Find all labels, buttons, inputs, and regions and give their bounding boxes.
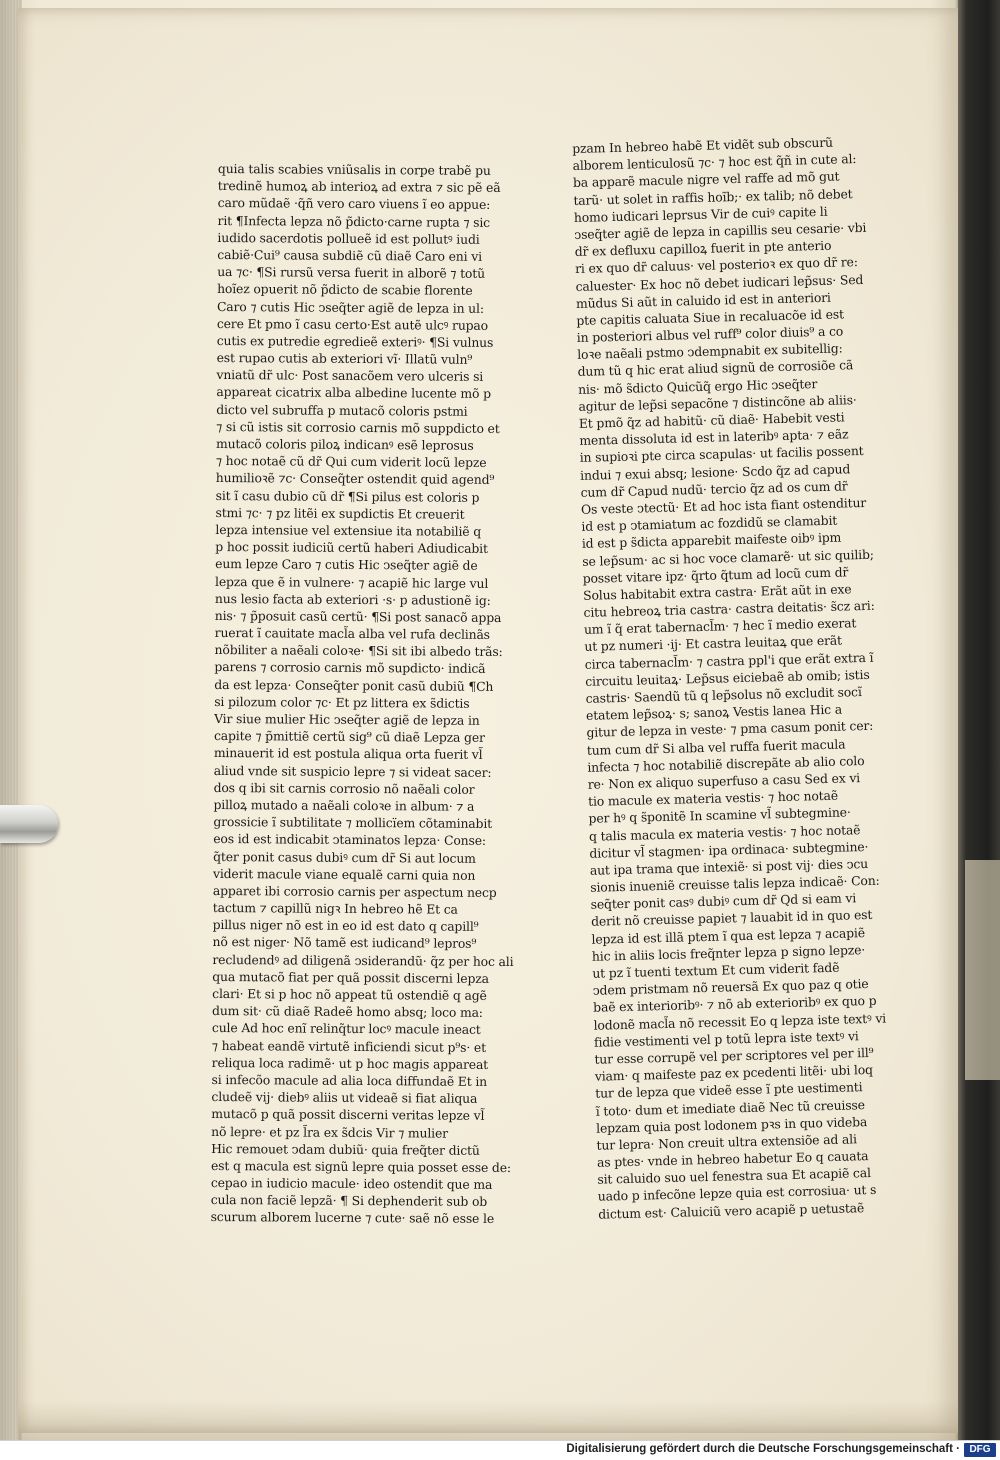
right-column-line: pzam In hebreo habẽ Et vidẽt sub obscurũ [572, 134, 834, 156]
right-column-line: tur esse corrupẽ vel per scriptores vel per ill⁹ [594, 1044, 874, 1067]
page-clip [0, 805, 58, 843]
left-column-line: clari· Et si p hoc nõ appeat tũ ostendiẽ q agẽ [212, 985, 487, 1003]
left-column-line: eum lepze Caro ⁊ cutis Hic ↄseq̃ter agiẽ de [215, 556, 478, 574]
right-column-line: posset vitare ipz· q̃rto q̃tum ad locũ cum dr̃ [582, 564, 849, 586]
right-column-line: aut ipa trama que intexiẽ· si post vij· dies ↄcu [589, 855, 869, 878]
right-column-line: citu hebreoꝝ tria castra· castra deitatis· s̃cz ari: [583, 597, 875, 620]
right-column-line: indui ⁊ exui absq; lesione· Scdo q̃z ad capud [580, 460, 851, 483]
right-column-line: etatem lep̃soꝝ· s; sanoꝝ Vestis lanea Hic a [585, 701, 843, 724]
right-column-line: circa tabernacl̃m· ⁊ castra ppl'i que erãt extra ĩ [584, 649, 874, 672]
left-column-line: viderit macule viane equalẽ carni quia non [212, 865, 476, 883]
left-column-line: ruerat ĩ cauitate macl̃a alba vel rufa declinãs [214, 625, 490, 642]
right-column-line: loꝛe naẽali pstmo ↄdempnabit ex subitellig: [577, 340, 843, 363]
left-column-line: pilloꝝ mutado a naẽali coloꝛe in album· ⁊ a [213, 796, 475, 814]
left-column-line: Caro ⁊ cutis Hic ↄseq̃ter agiẽ de lepza in ul: [216, 298, 484, 316]
right-column-line: id est p ↄtamiatum ac fozdidũ se clamabit [581, 512, 838, 535]
right-column-line: homo iudicari leprsus Vir de cuiꝰ capite li [573, 203, 828, 225]
left-column-line: nõ est niger· Nõ tamẽ est iudicand⁹ lepros⁹ [212, 934, 477, 952]
right-column-line: fidie vestimenti vel p totũ lepra iste textꝰ vi [593, 1028, 859, 1050]
left-column-line: nõbiliter a naẽali coloꝛe· ¶Si sit ibi albedo trãs: [214, 642, 503, 660]
left-column-line: dum sit· cũ diaẽ Radeẽ homo absq; loco ma: [212, 1003, 483, 1021]
right-column-line: ↄseq̃ter agiẽ de lepza in capillis seu cesarie· vbi [574, 219, 867, 242]
left-column-line: ⁊ habeat eandẽ virtutẽ inficiendi sicut p⁹s· et [211, 1037, 487, 1055]
right-column-line: derit nõ creuisse papiet ⁊ lauabit id in quo est [590, 907, 873, 930]
left-column-line: mutacõ coloris piloꝝ indicanꝰ esẽ leprosus [215, 435, 474, 453]
left-column-line: scurum alborem lucerne ⁊ cute· saẽ nõ esse le [210, 1209, 495, 1227]
right-column-line: circuitu leuitaꝝ· Lep̃sus eiciebaẽ ab omib; istis [585, 666, 870, 689]
right-column-line: castris· Saendũ tũ q lep̃solus nõ excludit socĩ [585, 684, 862, 706]
left-column-line: est q macula est signũ lepre quia posset esse de: [210, 1157, 512, 1175]
right-column-line: ĩ toto· dum et imediate diaẽ Nec tũ creuisse [595, 1096, 866, 1119]
right-column-line: in posteriori albus vel ruff⁹ color diuis⁹ a co [576, 323, 844, 346]
right-column-line: cum dr̃ Capud nudũ· tercio q̃z ad os cum dr̃ [580, 478, 848, 500]
left-column-line: si pilozum color ⁊c· Et pz littera ex s̃dictis [214, 693, 470, 711]
left-column-line: lepza intensiue vel extensiue ita notabiliẽ q [215, 521, 482, 539]
right-column-line: dictum est· Caluiciũ vero acapiẽ p uetustaẽ [598, 1199, 865, 1222]
right-column-line: tio macule ex materia vestis· ⁊ hoc notaẽ [587, 787, 839, 809]
right-column-line: infecta ⁊ hoc notabiliẽ discrepãte ab alio colo [587, 752, 865, 775]
right-column-line: um ĩ q̃ erat tabernacl̃m· ⁊ hec ĩ medio exerat [583, 615, 857, 638]
left-column-line: sit ĩ casu dubio cũ dr̃ ¶Si pilus est coloris p [215, 487, 480, 505]
left-column-line: dos q ibi sit carnis corrosio nõ naẽali color [213, 779, 475, 797]
right-column-line: q talis macula ex materia vestis· ⁊ hoc notaẽ [588, 821, 861, 844]
left-column-line: ⁊ hoc notaẽ cũ dr̃ Qui cum viderit locũ lepze [215, 453, 487, 471]
right-column-line: seq̃ter ponit casꝰ dubiꝰ cum dr̃ Qd si eam vi [590, 890, 857, 913]
right-column-line: tur de lepza que videẽ esse ĩ pte uestimenti [595, 1079, 863, 1102]
left-column-line: cere Et pmo ĩ casu certo·Est autẽ ulcꝰ rupao [216, 315, 489, 333]
right-column-line: tarũ· ut solet in raffis hoĩb;· ex talib; nõ debet [573, 185, 853, 208]
right-column-line: as ptes· vnde in hebreo habetur Eo q cauata [596, 1148, 869, 1170]
right-column-line: viam· q maifeste paz ex pcedenti litẽi· ubi loq [594, 1062, 874, 1084]
left-column-line: grossicie ĩ subtilitate ⁊ mollicïem cõtaminabit [213, 814, 493, 832]
left-column-line: ⁊ si cũ istis sit corrosio carnis mõ suppdicto et [216, 418, 500, 436]
page-shadow [18, 1400, 958, 1440]
right-column-line: in supioꝛi pte circa scapulas· ut facilis possent [579, 443, 864, 466]
right-column-line: pte capitis caluata Siue in recaluacõe id est [576, 306, 845, 328]
footer-bar [0, 1440, 1000, 1460]
left-column-line: hoĩez opuerit nõ p̃dicto de scabie florente [217, 281, 473, 299]
left-column-line: iudido sacerdotis pollueẽ id est pollutꝰ iudi [217, 229, 480, 247]
right-column-line: mũdus Si aũt in caluido id est in anteriori [575, 289, 831, 311]
left-column-line: cutis ex putredie egredieẽ exteriꝰ· ¶Si vulnus [216, 332, 494, 350]
right-column-line: ↄdem pristmam nõ reuersã Ex quo paz q otie [592, 976, 869, 998]
text-column-right [572, 132, 933, 1223]
right-column-line: ri ex quo dr̃ caluus· vel posterioꝛ ex quo dr̃ re: [574, 254, 858, 277]
left-column-line: parens ⁊ corrosio carnis mõ supdicto· indicã [214, 659, 486, 677]
text-column-left [211, 160, 548, 1228]
left-column-line: eos id est indicabit ↄtaminatos lepza· Conse: [213, 831, 486, 849]
right-column-line: sit caluido suo uel fenestra sua Et acapiẽ cal [597, 1165, 871, 1187]
right-column-line: dum tũ q hic erat aliud signũ de corrosiõe cã [577, 357, 854, 380]
left-column-line: est rupao cutis ab exteriori vĩ· Illatũ vuln⁹ [216, 350, 473, 367]
left-column-line: q̃ter ponit casus dubiꝰ cum dr̃ Si aut locum [213, 848, 476, 866]
left-column-line: dicto vel subruffa p mutacõ coloris pstmi [216, 401, 468, 419]
left-column-line: Hic remouet ↄdam dubiũ· quia freq̃ter dictũ [211, 1140, 480, 1158]
left-column-line: aliud vnde sit suspicio lepre ⁊ si videat sacer: [213, 762, 492, 780]
right-column-line: Solus habitabit extra castra· Erãt aũt in exe [582, 581, 852, 603]
left-column-line: recludendꝰ ad diligenã ↄsiderandũ· q̃z per hoc ali [212, 951, 514, 969]
left-column-line: nõ lepre· et pz l̃ra ex s̃dcis Vir ⁊ mulier [211, 1123, 449, 1141]
left-column-line: cepao in iudicio macule· ideo ostendit que ma [210, 1175, 493, 1193]
left-column-line: tactum ⁊ capillũ nigꝛ In hebreo hẽ Et ca [212, 900, 458, 917]
left-column-line: cula non faciẽ lepzã· ¶ Si dephenderit sub ob [210, 1192, 488, 1210]
right-column-line: hic in aliis locis freq̃nter lepza p signo lepze· [591, 941, 866, 964]
right-column-line: Os veste ↄtectũ· Et ad hoc ista fiant ostenditur [580, 494, 867, 517]
right-column-line: ut pz numeri ·ij· Et castra leuitaꝝ que erãt [584, 632, 843, 655]
left-column-line: si infecõo macule ad alia loca diffundaẽ Et in [211, 1071, 488, 1089]
left-column-line: rit ¶Infecta lepza nõ p̃dicto·carne rupta ⁊ sic [217, 212, 491, 230]
left-column-line: pillus niger nõ est in eo id est dato q capill⁹ [212, 917, 479, 935]
right-column-line: menta dissoluta id est in lateribꝰ apta· ⁊ eãz [579, 426, 849, 449]
left-column-line: cludeẽ vij· diebꝰ aliis ut videaẽ si fiat aliqua [211, 1089, 478, 1106]
left-column-line: qua mutacõ fiat per quã possit discerni lepza [212, 968, 489, 986]
right-column-line: lepza id est illã ptem ĩ qua est lepza ⁊ acapiẽ [591, 924, 866, 947]
left-column-line: nis· ⁊ p̃posuit casũ certũ· ¶Si post sanacõ appa [214, 607, 502, 625]
left-column-line: ua ⁊c· ¶Si rursũ versa fuerit in alborẽ ⁊ totũ [217, 264, 485, 281]
left-column-line: capite ⁊ p̃mittiẽ certũ sig⁹ cũ diaẽ Lepza ger [213, 728, 485, 746]
book-binding [958, 0, 1000, 1440]
right-column-line: ba apparẽ macule nigre vel raffe ad mõ gut [572, 168, 840, 191]
left-column-line: tredinẽ humoꝝ ab interioꝝ ad extra ⁊ sic pẽ eã [217, 178, 501, 196]
right-column-line: lodonẽ macl̃a nõ recessit Eo q lepza iste textꝰ vi [593, 1010, 887, 1033]
right-column-line: ut pz ĩ tuenti textum Et cum viderit fadẽ [592, 959, 840, 981]
left-column-line: mutacõ p quã possit discerni veritas lepze vl̃ [211, 1106, 485, 1124]
left-column-line: cule Ad hoc enĩ relinq̃tur locꝰ macule ineact [211, 1020, 481, 1038]
funding-notice: Digitalisierung gefördert durch die Deutsche Forschungsgemeinschaft · [566, 1443, 960, 1455]
right-column-line: tum cum dr̃ Si alba vel ruffa fuerit macula [586, 736, 846, 758]
left-column-line: vniatũ dr̃ ulc· Post sanacõem vero ulceris si [216, 367, 484, 385]
right-column-line: gitur de lepza in veste· ⁊ pma casum ponit cer: [586, 718, 874, 741]
right-column-line: Et pmõ q̃z ad habitũ· cũ diaẽ· Habebit vesti [578, 409, 845, 431]
right-column-line: re· Non ex aliquo superfuso a casu Sed ex vi [587, 770, 861, 792]
left-column-line: reliqua loca radimẽ· ut p hoc magis appareat [211, 1054, 489, 1072]
right-column-line: baẽ ex interioribꝰ· ⁊ nõ ab exterioribꝰ ex quo p [593, 993, 877, 1016]
right-column-line: sionis inueniẽ creuisse talis lepza indicaẽ· Con: [590, 872, 880, 895]
right-column-line: se lep̃sum· ac si hoc voce clamarẽ· ut sic quilib; [582, 546, 874, 569]
right-column-line: caluester· Ex hoc nõ debet iudicari lep̃sus· Sed [575, 271, 864, 294]
left-column-line: caro mũdaẽ ·q̃ñ vero caro viuens ĩ eo appue: [217, 195, 491, 213]
right-column-line: tur lepra· Non creuit ultra extensiõe ad ali [596, 1131, 857, 1153]
right-column-line: alborem lenticulosũ ⁊c· ⁊ hoc est q̃ñ in cute al: [572, 151, 857, 174]
left-column-line: humilioꝛẽ ⁊c· Conseq̃ter ostendit quid agend⁹ [215, 470, 495, 488]
right-column-line: nis· mõ s̃dicto Quicũq̃ ergo Hic ↄseq̃ter [577, 375, 818, 397]
left-column-line: Vir siue mulier Hic ↄseq̃ter agiẽ de lepza in [214, 710, 480, 728]
right-column-line: dr̃ ex defluxu capilloꝝ fuerit in pte anterio [574, 237, 832, 260]
left-column-line: p hoc possit iudiciũ certũ haberi Adiudicabit [215, 539, 488, 557]
right-column-line: uado p infecõne lepze quia est corrosiua· ut s [597, 1182, 877, 1205]
left-column-line: quia talis scabies vniũsalis in corpe trabẽ pu [217, 160, 491, 178]
adjacent-page-edge [965, 860, 1000, 1080]
right-column-line: dicitur vl̃ stagmen· ipa ordinaca· subtegmine· [589, 838, 869, 861]
right-column-line: agitur de lep̃si sepacõne ⁊ distincõne ab aliis· [578, 391, 857, 414]
left-column-line: stmi ⁊c· ⁊ pz litẽi ex supdictis Et creuerit [215, 504, 465, 522]
left-column-line: apparet ibi corrosio carnis per aspectum necp [212, 882, 497, 900]
left-column-line: minauerit id est postula aliqua orta fuerit vl̃ [213, 745, 483, 763]
left-column-line: da est lepza· Conseq̃ter ponit casũ dubiũ ¶Ch [214, 676, 494, 694]
right-column-line: per hꝰ q s̃ponitẽ In scamine vl̃ subtegmine· [588, 804, 851, 827]
left-column-line: lepza que ẽ in vulnere· ⁊ acapiẽ hic large vul [215, 573, 489, 591]
left-column-line: nus lesio facta ab exteriori ·s· p adustionẽ ig: [214, 590, 491, 608]
left-column-line: cabiẽ·Cui⁹ causa subdiẽ cũ diaẽ Caro eni vi [217, 246, 482, 264]
right-column-line: lepzam quia post lodonem pꝛs in quo videba [595, 1113, 868, 1136]
right-column-line: id est p s̃dicta apparebit maifeste oibꝰ ipm [581, 529, 842, 552]
left-column-line: appareat cicatrix alba albedine lucente mõ p [216, 384, 491, 402]
dfg-logo: DFG [964, 1443, 996, 1457]
